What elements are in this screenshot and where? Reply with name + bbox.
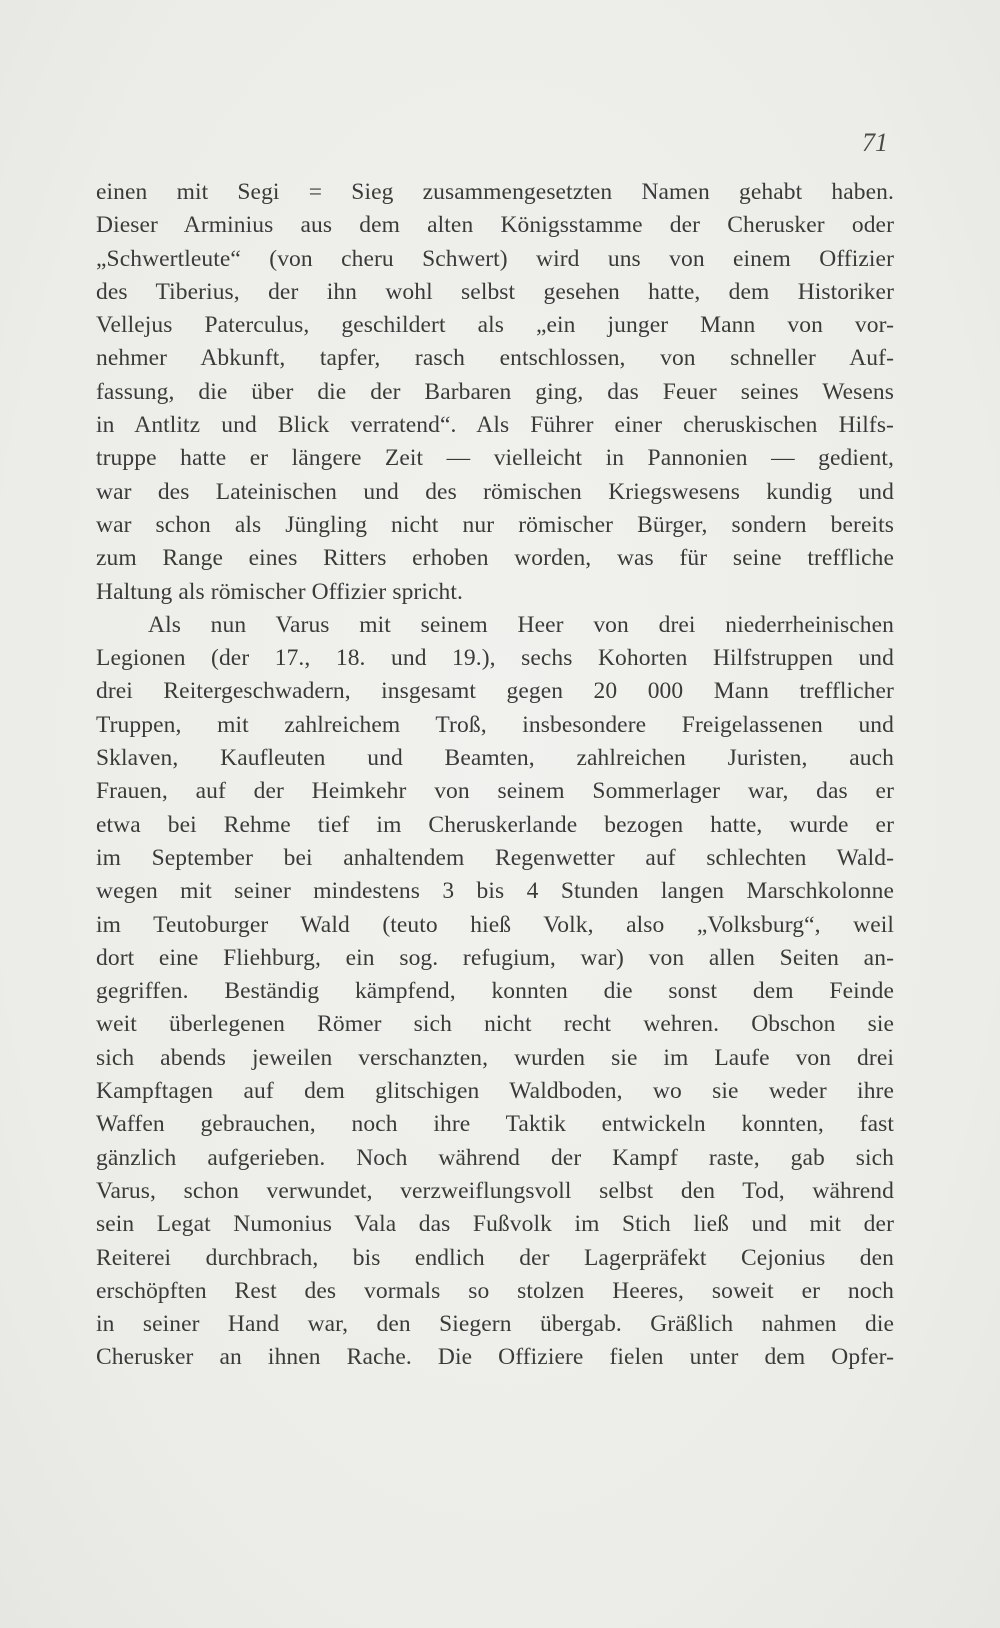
- text-line: Varus, schon verwundet, verzweiflungsvoll selbst den Tod, während: [96, 1177, 894, 1204]
- text-line: war schon als Jüngling nicht nur römischer Bürger, sondern bereits: [96, 511, 894, 538]
- text-line: Dieser Arminius aus dem alten Königsstamme der Cherusker oder: [96, 212, 894, 239]
- text-line: weit überlegenen Römer sich nicht recht wehren. Obschon sie: [96, 1011, 894, 1038]
- text-line: des Tiberius, der ihn wohl selbst gesehen hatte, dem Historiker: [96, 278, 894, 305]
- text-line: sich abends jeweilen verschanzten, wurden sie im Laufe von drei: [96, 1044, 894, 1071]
- text-line: in Antlitz und Blick verratend“. Als Führer einer cheruskischen Hilfs-: [96, 412, 894, 439]
- text-line: „Schwertleute“ (von cheru Schwert) wird uns von einem Offizier: [96, 245, 894, 272]
- text-line: im September bei anhaltendem Regenwetter auf schlechten Wald-: [96, 844, 894, 871]
- text-line: Reiterei durchbrach, bis endlich der Lagerpräfekt Cejonius den: [96, 1244, 894, 1271]
- text-line: Frauen, auf der Heimkehr von seinem Sommerlager war, das er: [96, 778, 894, 805]
- text-line: Waffen gebrauchen, noch ihre Taktik entwickeln konnten, fast: [96, 1111, 894, 1138]
- text-line: Cherusker an ihnen Rache. Die Offiziere fielen unter dem Opfer-: [96, 1344, 894, 1371]
- text-line: truppe hatte er längere Zeit — vielleicht in Pannonien — gedient,: [96, 445, 894, 472]
- text-line: gänzlich aufgerieben. Noch während der Kampf raste, gab sich: [96, 1144, 894, 1171]
- text-line: fassung, die über die der Barbaren ging, das Feuer seines Wesens: [96, 378, 894, 405]
- text-line: nehmer Abkunft, tapfer, rasch entschlossen, von schneller Auf-: [96, 345, 894, 372]
- text-line: wegen mit seiner mindestens 3 bis 4 Stunden langen Marschkolonne: [96, 878, 894, 905]
- text-line: Vellejus Paterculus, geschildert als „ein junger Mann von vor-: [96, 312, 894, 339]
- text-line: Legionen (der 17., 18. und 19.), sechs Kohorten Hilfstruppen und: [96, 645, 894, 672]
- text-line: drei Reitergeschwadern, insgesamt gegen 20 000 Mann trefflicher: [96, 678, 894, 705]
- text-line: Haltung als römischer Offizier spricht.: [96, 578, 463, 605]
- text-line: Kampftagen auf dem glitschigen Waldboden, wo sie weder ihre: [96, 1078, 894, 1105]
- body-text: [96, 176, 894, 1375]
- text-line: zum Range eines Ritters erhoben worden, was für seine treffliche: [96, 545, 894, 572]
- text-line: in seiner Hand war, den Siegern übergab. Gräßlich nahmen die: [96, 1311, 894, 1338]
- text-line: Truppen, mit zahlreichem Troß, insbesondere Freigelassenen und: [96, 711, 894, 738]
- text-line: Sklaven, Kaufleuten und Beamten, zahlreichen Juristen, auch: [96, 745, 894, 772]
- text-line: einen mit Segi = Sieg zusammengesetzten Namen gehabt haben.: [96, 179, 894, 205]
- text-line: erschöpften Rest des vormals so stolzen Heeres, soweit er noch: [96, 1277, 894, 1304]
- text-line: etwa bei Rehme tief im Cheruskerlande bezogen hatte, wurde er: [96, 811, 894, 838]
- text-line: dort eine Fliehburg, ein sog. refugium, war) von allen Seiten an-: [96, 944, 894, 971]
- text-line: im Teutoburger Wald (teuto hieß Volk, also „Volksburg“, weil: [96, 911, 894, 938]
- text-line: Als nun Varus mit seinem Heer von drei niederrheinischen: [148, 611, 894, 638]
- page-number: 71: [862, 128, 888, 157]
- text-line: gegriffen. Beständig kämpfend, konnten die sonst dem Feinde: [96, 978, 894, 1005]
- text-line: sein Legat Numonius Vala das Fußvolk im Stich ließ und mit der: [96, 1211, 894, 1238]
- text-line: war des Lateinischen und des römischen Kriegswesens kundig und: [96, 478, 894, 505]
